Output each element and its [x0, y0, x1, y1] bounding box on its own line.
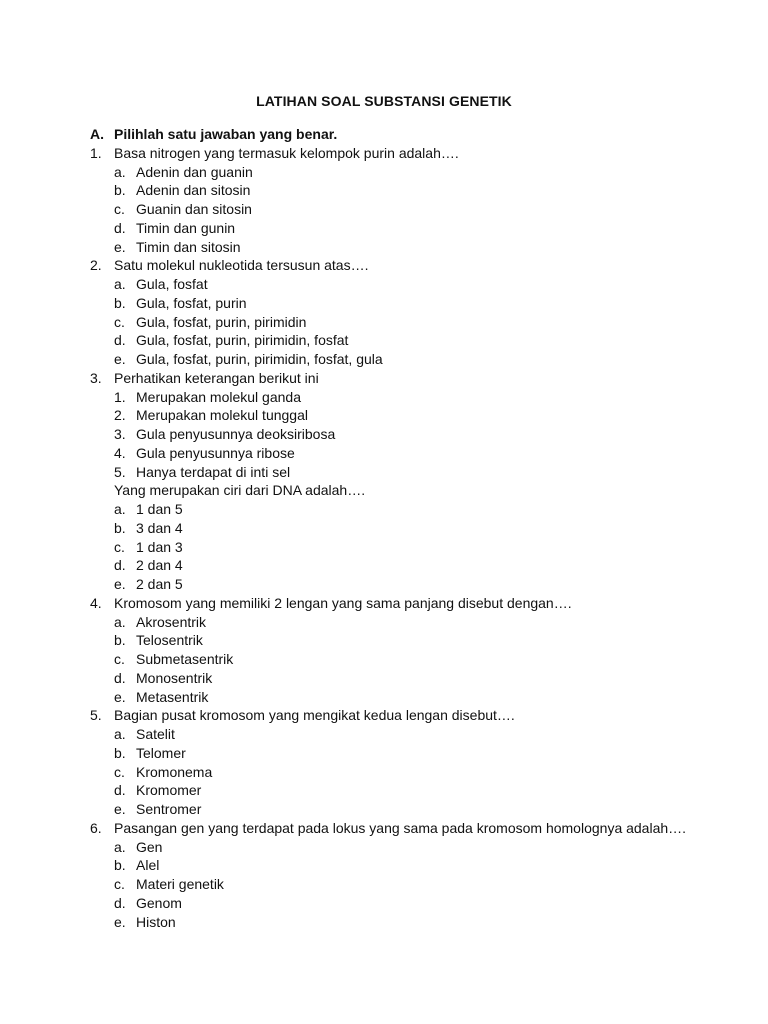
option-letter: d.: [114, 557, 126, 574]
option-letter: a.: [114, 501, 126, 517]
quiz-content: [0, 125, 768, 931]
option-text: Kromonema: [136, 763, 213, 780]
question-4: [0, 594, 768, 707]
answer-option: [0, 650, 768, 669]
option-text: Gula, fosfat, purin: [136, 294, 247, 311]
section-heading: [0, 125, 768, 144]
section-marker: A.: [90, 126, 104, 142]
answer-option: [0, 669, 768, 688]
answer-option: [0, 500, 768, 519]
option-letter: a.: [114, 613, 126, 630]
option-letter: e.: [114, 576, 126, 592]
statement-item: [0, 463, 768, 482]
option-text: 1 dan 3: [136, 538, 183, 555]
question-number: 3.: [90, 369, 102, 386]
option-text: Kromomer: [136, 782, 202, 799]
question-followup: [0, 481, 768, 500]
answer-option: [0, 519, 768, 538]
answer-option: [0, 875, 768, 894]
answer-option: [0, 294, 768, 313]
option-letter: b.: [114, 632, 126, 649]
question-text: Satu molekul nukleotida tersusun atas….: [114, 257, 369, 274]
statement-number: 1.: [114, 388, 126, 405]
question-text: Kromosom yang memiliki 2 lengan yang sama panjang disebut dengan….: [114, 594, 572, 611]
answer-option: [0, 181, 768, 200]
answer-option: [0, 688, 768, 707]
question-2: [0, 256, 768, 369]
question-3: [0, 369, 768, 594]
option-letter: a.: [114, 726, 126, 742]
answer-option: [0, 556, 768, 575]
statement-text: Merupakan molekul tunggal: [136, 407, 308, 424]
option-letter: c.: [114, 876, 125, 892]
statement-number: 4.: [114, 444, 126, 461]
option-letter: b.: [114, 294, 126, 311]
answer-option: [0, 575, 768, 594]
answer-option: [0, 313, 768, 332]
option-letter: e.: [114, 913, 126, 930]
answer-option: [0, 275, 768, 294]
answer-option: [0, 350, 768, 369]
statement-number: 2.: [114, 407, 126, 424]
statement-text: Gula penyusunnya ribose: [136, 444, 295, 461]
statement-text: Merupakan molekul ganda: [136, 388, 301, 405]
answer-option: [0, 856, 768, 875]
option-letter: a.: [114, 163, 126, 180]
statement-item: [0, 425, 768, 444]
option-letter: d.: [114, 669, 126, 686]
question-number: 5.: [90, 707, 102, 724]
question-stem: [0, 819, 768, 838]
question-number: 1.: [90, 144, 102, 161]
answer-option: [0, 838, 768, 857]
option-text: Alel: [136, 857, 160, 874]
option-letter: d.: [114, 332, 126, 349]
option-letter: e.: [114, 688, 126, 705]
answer-option: [0, 631, 768, 650]
statement-text: Gula penyusunnya deoksiribosa: [136, 426, 336, 442]
option-text: 2 dan 4: [136, 557, 183, 574]
statement-item: [0, 406, 768, 425]
question-stem: [0, 594, 768, 613]
option-letter: d.: [114, 219, 126, 236]
question-stem: [0, 144, 768, 163]
option-text: Gula, fosfat, purin, pirimidin: [136, 313, 307, 330]
question-number: 4.: [90, 594, 102, 611]
option-letter: c.: [114, 763, 125, 780]
question-number: 6.: [90, 819, 102, 836]
option-letter: e.: [114, 351, 126, 367]
question-1: [0, 144, 768, 257]
option-text: Gula, fosfat: [136, 276, 208, 292]
answer-option: [0, 538, 768, 557]
option-text: Telomer: [136, 744, 186, 761]
option-text: Gula, fosfat, purin, pirimidin, fosfat, gula: [136, 351, 383, 367]
statement-number: 3.: [114, 426, 126, 442]
answer-option: [0, 613, 768, 632]
question-6: [0, 819, 768, 932]
page-title: LATIHAN SOAL SUBSTANSI GENETIK: [256, 93, 512, 109]
option-text: Metasentrik: [136, 688, 209, 705]
option-letter: b.: [114, 182, 126, 199]
option-letter: d.: [114, 782, 126, 799]
option-text: Timin dan sitosin: [136, 238, 241, 255]
option-letter: d.: [114, 894, 126, 911]
option-letter: c.: [114, 651, 125, 667]
option-letter: b.: [114, 857, 126, 874]
question-stem: [0, 369, 768, 388]
statement-item: [0, 444, 768, 463]
option-text: Sentromer: [136, 801, 202, 817]
option-text: Materi genetik: [136, 876, 224, 892]
answer-option: [0, 800, 768, 819]
question-stem: [0, 706, 768, 725]
question-text: Bagian pusat kromosom yang mengikat kedua lengan disebut….: [114, 707, 515, 724]
question-text: Basa nitrogen yang termasuk kelompok purin adalah….: [114, 144, 459, 161]
option-text: Satelit: [136, 726, 175, 742]
option-text: Histon: [136, 913, 176, 930]
answer-option: [0, 781, 768, 800]
question-text: Pasangan gen yang terdapat pada lokus yang sama pada kromosom homolognya adalah….: [114, 819, 687, 836]
option-letter: a.: [114, 276, 126, 292]
answer-option: [0, 725, 768, 744]
option-text: Telosentrik: [136, 632, 203, 649]
answer-option: [0, 894, 768, 913]
option-text: Genom: [136, 894, 182, 911]
answer-option: [0, 200, 768, 219]
option-letter: b.: [114, 744, 126, 761]
question-text: Perhatikan keterangan berikut ini: [114, 369, 319, 386]
statement-item: [0, 388, 768, 407]
option-letter: c.: [114, 201, 125, 217]
statement-number: 5.: [114, 463, 126, 480]
option-text: 2 dan 5: [136, 576, 183, 592]
option-letter: c.: [114, 538, 125, 555]
option-letter: e.: [114, 238, 126, 255]
option-text: Adenin dan guanin: [136, 163, 253, 180]
option-text: Submetasentrik: [136, 651, 234, 667]
option-letter: e.: [114, 801, 126, 817]
answer-option: [0, 744, 768, 763]
option-text: Gula, fosfat, purin, pirimidin, fosfat: [136, 332, 349, 349]
question-number: 2.: [90, 257, 102, 274]
answer-option: [0, 913, 768, 932]
question-5: [0, 706, 768, 819]
option-letter: b.: [114, 519, 126, 536]
section-instruction: Pilihlah satu jawaban yang benar.: [114, 126, 338, 142]
statement-text: Hanya terdapat di inti sel: [136, 463, 291, 480]
option-text: Monosentrik: [136, 669, 213, 686]
option-text: Gen: [136, 838, 163, 855]
answer-option: [0, 763, 768, 782]
answer-option: [0, 219, 768, 238]
option-text: 1 dan 5: [136, 501, 183, 517]
option-text: Adenin dan sitosin: [136, 182, 251, 199]
option-text: Guanin dan sitosin: [136, 201, 252, 217]
option-text: Akrosentrik: [136, 613, 207, 630]
answer-option: [0, 331, 768, 350]
answer-option: [0, 238, 768, 257]
option-letter: a.: [114, 838, 126, 855]
option-letter: c.: [114, 313, 125, 330]
option-text: Timin dan gunin: [136, 219, 236, 236]
answer-option: [0, 163, 768, 182]
option-text: 3 dan 4: [136, 519, 183, 536]
followup-text: Yang merupakan ciri dari DNA adalah….: [114, 482, 366, 499]
question-stem: [0, 256, 768, 275]
